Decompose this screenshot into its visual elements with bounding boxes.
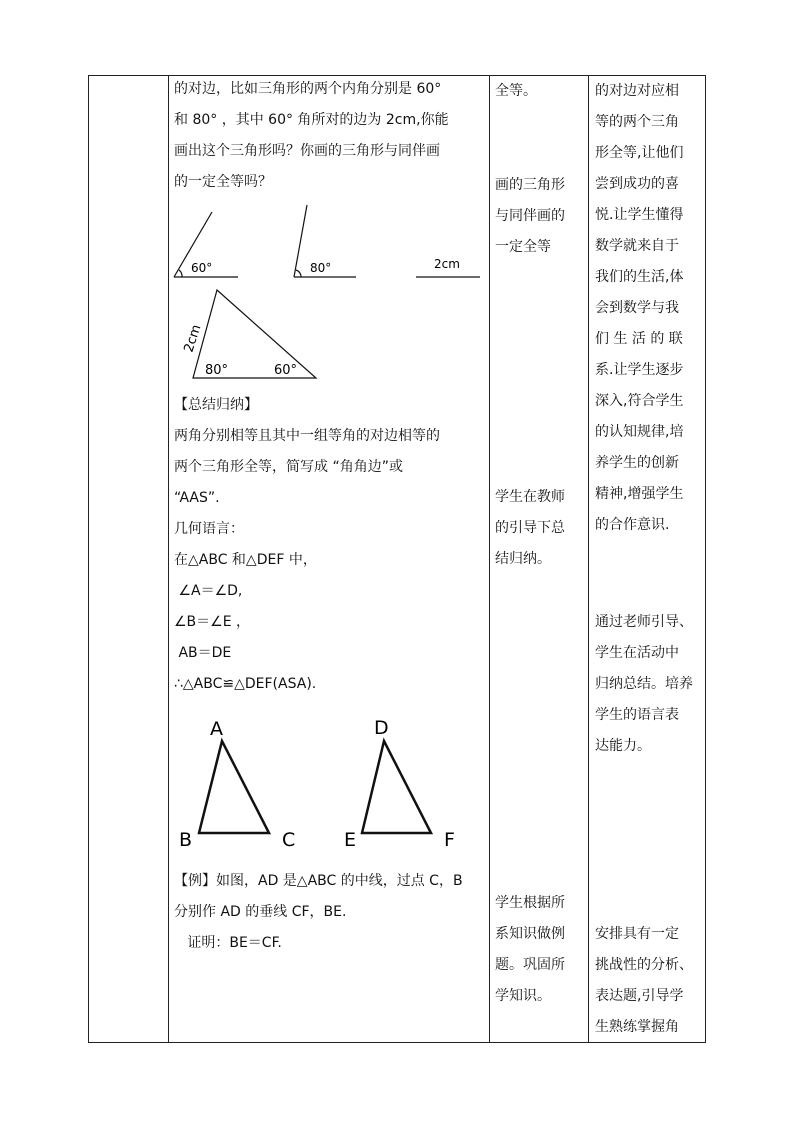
example-text xyxy=(174,866,486,959)
text-line: 与同伴画的 xyxy=(495,208,565,224)
text-line: 会到数学与我 xyxy=(595,300,679,316)
text-line: 达能力。 xyxy=(595,738,651,754)
text-line: 题。巩固所 xyxy=(495,957,565,973)
text-line: 深入,符合学生 xyxy=(595,393,684,409)
text-line: 学生根据所 xyxy=(495,895,565,911)
text-line: 的引导下总 xyxy=(495,520,565,536)
text-line: 悦.让学生懂得 xyxy=(595,207,684,223)
text-line: 两个三角形全等，简写成 “角角边”或 xyxy=(174,459,403,475)
column-divider xyxy=(489,76,490,1042)
side-label: 2cm xyxy=(181,322,205,355)
text-line: 等的两个三角 xyxy=(595,114,679,130)
text-line: 的一定全等吗？ xyxy=(174,174,272,190)
vertex-label: D xyxy=(374,717,389,739)
congruent-triangles-figure xyxy=(170,710,486,855)
text-line: “AAS”. xyxy=(174,490,220,506)
vertex-label: C xyxy=(282,829,296,851)
text-line: 在△ABC 和△DEF 中， xyxy=(174,552,317,568)
text-line: 表达题,引导学 xyxy=(595,988,684,1004)
text-line: 系知识做例 xyxy=(495,926,565,942)
intro-text xyxy=(174,74,486,198)
text-line: 学生的语言表 xyxy=(595,707,679,723)
text-line: 分别作 AD 的垂线 CF，BE. xyxy=(174,904,347,920)
text-line: 归纳总结。培养 xyxy=(595,676,693,692)
text-line: 证明：BE＝CF. xyxy=(174,935,282,951)
column-divider xyxy=(168,76,169,1042)
text-line: 的对边，比如三角形的两个内角分别是 60° xyxy=(174,81,442,97)
vertex-label: B xyxy=(179,829,193,851)
text-line: 的合作意识. xyxy=(595,517,670,533)
student-activity-2 xyxy=(495,170,565,263)
text-line: 学知识。 xyxy=(495,988,551,1004)
angle-label: 80° xyxy=(310,261,332,275)
text-line: 尝到成功的喜 xyxy=(595,176,679,192)
text-line: 们 生 活 的 联 xyxy=(595,331,683,347)
text-line: 生熟练掌握角 xyxy=(595,1019,679,1035)
summary-text xyxy=(174,390,486,700)
text-line: 的认知规律,培 xyxy=(595,424,684,440)
design-intent-2 xyxy=(595,607,693,762)
student-activity-1 xyxy=(495,76,537,107)
text-line: 结归纳。 xyxy=(495,551,551,567)
text-line: 精神,增强学生 xyxy=(595,486,684,502)
text-line: 的对边对应相 xyxy=(595,83,679,99)
text-line: 学生在教师 xyxy=(495,489,565,505)
text-line: 通过老师引导、 xyxy=(595,614,693,630)
text-line: 几何语言： xyxy=(174,521,244,537)
text-line: 挑战性的分析、 xyxy=(595,957,693,973)
text-line: 画的三角形 xyxy=(495,177,565,193)
side-label: 2cm xyxy=(434,257,460,271)
text-line: 我们的生活,体 xyxy=(595,269,684,285)
vertex-label: E xyxy=(344,829,357,851)
student-activity-4 xyxy=(495,888,565,1012)
text-line: 画出这个三角形吗？你画的三角形与同伴画 xyxy=(174,143,440,159)
design-intent-3 xyxy=(595,919,693,1043)
text-line: 全等。 xyxy=(495,83,537,99)
text-line: 养学生的创新 xyxy=(595,455,679,471)
text-line: ∴△ABC≌△DEF(ASA). xyxy=(174,676,317,692)
column-divider xyxy=(588,76,589,1042)
text-line: 安排具有一定 xyxy=(595,926,679,942)
design-intent-1 xyxy=(595,76,683,541)
text-line: ∠B＝∠E ， xyxy=(174,614,251,630)
text-line: AB＝DE xyxy=(174,645,232,661)
text-line: 两角分别相等且其中一组等角的对边相等的 xyxy=(174,428,440,444)
text-line: 数学就来自于 xyxy=(595,238,679,254)
vertex-label: A xyxy=(210,718,223,740)
text-line: ∠A＝∠D, xyxy=(174,583,243,599)
text-line: 形全等,让他们 xyxy=(595,145,684,161)
text-line: 【例】如图，AD 是△ABC 的中线，过点 C，B xyxy=(174,873,463,889)
section-heading: 【总结归纳】 xyxy=(174,397,258,413)
vertex-label: F xyxy=(444,829,455,851)
text-line: 系.让学生逐步 xyxy=(595,362,684,378)
angle-label: 60° xyxy=(191,261,213,275)
angle-label: 80° xyxy=(205,363,229,378)
text-line: 学生在活动中 xyxy=(595,645,679,661)
angle-label: 60° xyxy=(274,363,298,378)
triangle-construction-figure xyxy=(170,200,486,385)
text-line: 一定全等 xyxy=(495,239,551,255)
student-activity-3 xyxy=(495,482,565,575)
text-line: 和 80° ，其中 60° 角所对的边为 2cm,你能 xyxy=(174,112,449,128)
